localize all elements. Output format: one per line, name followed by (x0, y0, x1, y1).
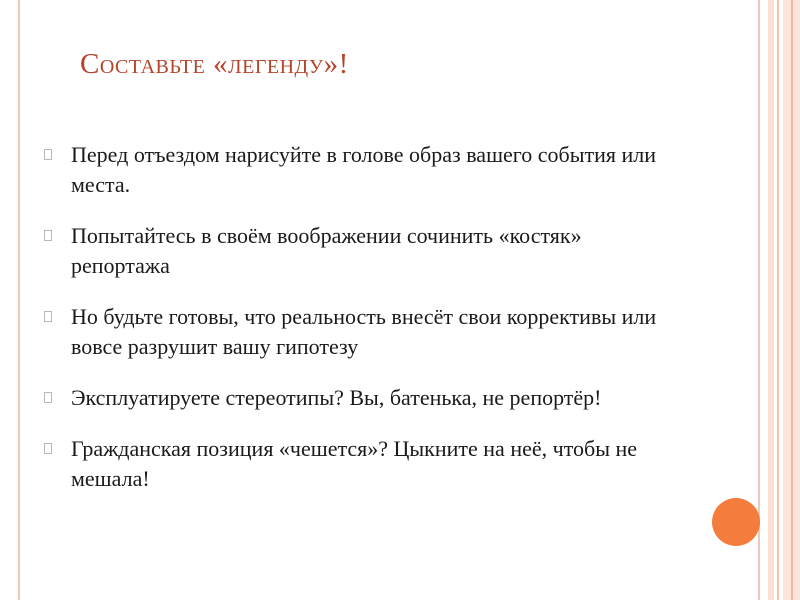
bullet-text: Попытайтесь в своём воображении сочинить «костяк» репортажа (71, 223, 582, 278)
bullet-icon (44, 311, 52, 322)
bullet-item (44, 140, 684, 200)
bullet-list (44, 140, 684, 515)
bullet-item (44, 383, 684, 413)
bullet-text: Перед отъездом нарисуйте в голове образ вашего события или места. (71, 142, 657, 197)
bullet-item (44, 221, 684, 281)
bullet-text: Эксплуатируете стереотипы? Вы, батенька, не репортёр! (71, 385, 602, 410)
bullet-icon (44, 392, 52, 403)
bullet-text: Гражданская позиция «чешется»? Цыкните на неё, чтобы не мешала! (71, 436, 638, 491)
bullet-item (44, 302, 684, 362)
bullet-icon (44, 230, 52, 241)
decorative-stripe (791, 0, 793, 600)
bullet-item (44, 434, 684, 494)
accent-circle (712, 498, 760, 546)
slide-title: Составьте «легенду»! (80, 48, 349, 80)
decorative-stripe (768, 0, 774, 600)
bullet-icon (44, 149, 52, 160)
bullet-icon (44, 443, 52, 454)
bullet-text: Но будьте готовы, что реальность внесёт свои коррективы или вовсе разрушит вашу гипотезу (71, 304, 657, 359)
decorative-stripe (777, 0, 779, 600)
